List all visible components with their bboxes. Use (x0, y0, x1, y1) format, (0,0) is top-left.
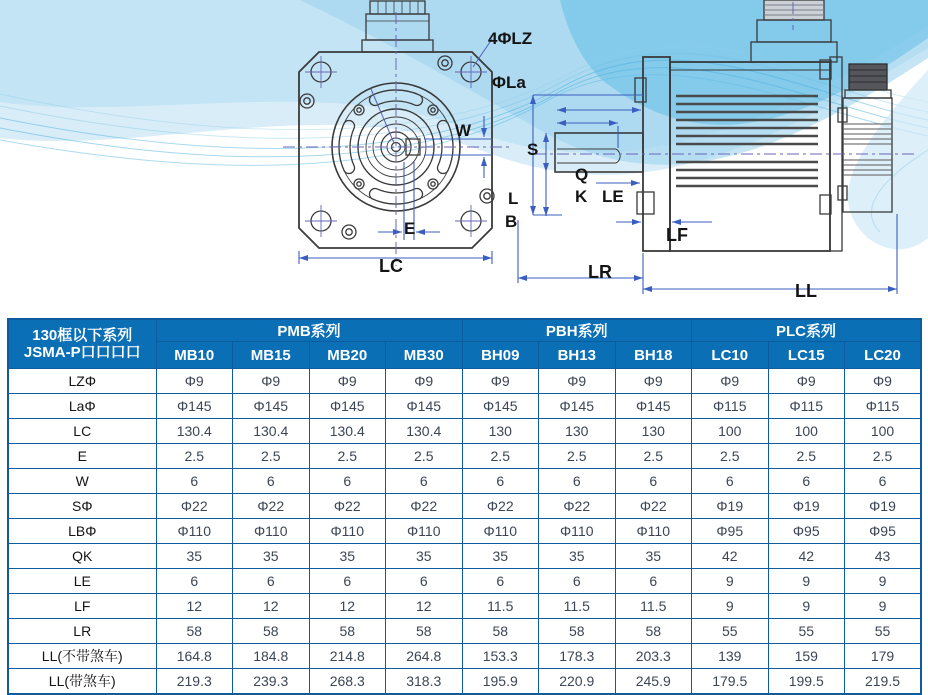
value-cell: 179 (845, 644, 922, 669)
value-cell: Φ110 (156, 519, 233, 544)
model-column-header: MB20 (309, 342, 386, 369)
value-cell: Φ145 (309, 394, 386, 419)
value-cell: Φ9 (309, 369, 386, 394)
value-cell: Φ9 (386, 369, 463, 394)
value-cell: 35 (156, 544, 233, 569)
row-label: LR (8, 619, 156, 644)
row-label: LaΦ (8, 394, 156, 419)
value-cell: 35 (309, 544, 386, 569)
value-cell: Φ22 (309, 494, 386, 519)
value-cell: 12 (386, 594, 463, 619)
table-row (8, 619, 921, 644)
row-label: LF (8, 594, 156, 619)
value-cell: 220.9 (539, 669, 616, 695)
value-cell: Φ9 (768, 369, 845, 394)
value-cell: 100 (845, 419, 922, 444)
value-cell: 58 (386, 619, 463, 644)
value-cell: 9 (692, 569, 769, 594)
value-cell: 2.5 (615, 444, 692, 469)
value-cell: 35 (233, 544, 310, 569)
value-cell: Φ9 (156, 369, 233, 394)
dim-label-ll: LL (795, 281, 817, 301)
technical-drawings (0, 0, 928, 316)
dim-label-k: K (575, 187, 588, 206)
value-cell: 35 (615, 544, 692, 569)
value-cell: 318.3 (386, 669, 463, 695)
model-column-header: BH09 (462, 342, 539, 369)
table-row (8, 419, 921, 444)
value-cell: 58 (156, 619, 233, 644)
table-row (8, 494, 921, 519)
value-cell: 55 (768, 619, 845, 644)
value-cell: 9 (768, 594, 845, 619)
row-label: SΦ (8, 494, 156, 519)
value-cell: 139 (692, 644, 769, 669)
value-cell: Φ22 (233, 494, 310, 519)
value-cell: 12 (233, 594, 310, 619)
model-column-header: BH13 (539, 342, 616, 369)
value-cell: 6 (386, 469, 463, 494)
value-cell: 6 (615, 469, 692, 494)
value-cell: Φ9 (845, 369, 922, 394)
model-column-header: MB10 (156, 342, 233, 369)
corner-header-line2: JSMA-P口口口口 (23, 344, 141, 361)
table-body (8, 369, 921, 695)
value-cell: 6 (768, 469, 845, 494)
value-cell: 130.4 (233, 419, 310, 444)
value-cell: Φ145 (156, 394, 233, 419)
value-cell: 178.3 (539, 644, 616, 669)
table-row (8, 394, 921, 419)
value-cell: 9 (692, 594, 769, 619)
value-cell: 6 (156, 569, 233, 594)
value-cell: Φ110 (539, 519, 616, 544)
dim-label-4phi-lz: 4ΦLZ (488, 29, 533, 48)
value-cell: Φ145 (462, 394, 539, 419)
value-cell: 219.3 (156, 669, 233, 695)
value-cell: 6 (539, 469, 616, 494)
corner-header-line1: 130框以下系列 (32, 327, 133, 344)
table-row (8, 469, 921, 494)
value-cell: 130 (539, 419, 616, 444)
value-cell: Φ110 (309, 519, 386, 544)
drawing-canvas (0, 0, 928, 316)
table-row (8, 669, 921, 695)
value-cell: Φ22 (539, 494, 616, 519)
row-label: LE (8, 569, 156, 594)
value-cell: Φ19 (768, 494, 845, 519)
table-header (8, 319, 921, 369)
model-column-header: MB30 (386, 342, 463, 369)
value-cell: 245.9 (615, 669, 692, 695)
value-cell: 2.5 (156, 444, 233, 469)
value-cell: 2.5 (845, 444, 922, 469)
value-cell: 2.5 (692, 444, 769, 469)
value-cell: 199.5 (768, 669, 845, 695)
value-cell: 6 (462, 569, 539, 594)
row-label: W (8, 469, 156, 494)
value-cell: 6 (845, 469, 922, 494)
dim-label-q: Q (575, 165, 589, 184)
model-column-header: LC20 (845, 342, 922, 369)
value-cell: 9 (768, 569, 845, 594)
value-cell: Φ115 (768, 394, 845, 419)
model-column-header: BH18 (615, 342, 692, 369)
row-label: LL(带煞车) (8, 669, 156, 695)
value-cell: 9 (845, 594, 922, 619)
dim-label-lc: LC (379, 256, 403, 276)
value-cell: 184.8 (233, 644, 310, 669)
value-cell: Φ145 (386, 394, 463, 419)
dim-label-lr: LR (588, 262, 612, 282)
value-cell: 2.5 (539, 444, 616, 469)
value-cell: 55 (845, 619, 922, 644)
model-column-header: LC15 (768, 342, 845, 369)
value-cell: 6 (233, 569, 310, 594)
value-cell: 6 (462, 469, 539, 494)
value-cell: 153.3 (462, 644, 539, 669)
value-cell: 12 (309, 594, 386, 619)
dim-label-w: W (455, 121, 472, 140)
value-cell: 2.5 (768, 444, 845, 469)
table-row (8, 544, 921, 569)
value-cell: Φ95 (845, 519, 922, 544)
value-cell: 130.4 (156, 419, 233, 444)
value-cell: 159 (768, 644, 845, 669)
value-cell: 214.8 (309, 644, 386, 669)
row-label: LC (8, 419, 156, 444)
value-cell: 6 (309, 469, 386, 494)
value-cell: 6 (156, 469, 233, 494)
value-cell: Φ9 (539, 369, 616, 394)
value-cell: 268.3 (309, 669, 386, 695)
value-cell: Φ110 (386, 519, 463, 544)
value-cell: 58 (233, 619, 310, 644)
table-row (8, 369, 921, 394)
model-column-header: MB15 (233, 342, 310, 369)
series-group-header: PMB系列 (156, 319, 462, 342)
value-cell: 42 (768, 544, 845, 569)
dim-label-phi-la: ΦLa (492, 73, 526, 92)
value-cell: 55 (692, 619, 769, 644)
value-cell: 203.3 (615, 644, 692, 669)
value-cell: 11.5 (539, 594, 616, 619)
value-cell: Φ9 (692, 369, 769, 394)
value-cell: 58 (539, 619, 616, 644)
value-cell: 58 (615, 619, 692, 644)
value-cell: 6 (309, 569, 386, 594)
value-cell: Φ19 (692, 494, 769, 519)
value-cell: 11.5 (615, 594, 692, 619)
value-cell: Φ9 (233, 369, 310, 394)
dim-label-b: B (505, 212, 518, 231)
value-cell: 164.8 (156, 644, 233, 669)
value-cell: Φ22 (386, 494, 463, 519)
row-label: LZΦ (8, 369, 156, 394)
value-cell: 6 (386, 569, 463, 594)
value-cell: Φ9 (615, 369, 692, 394)
value-cell: 6 (539, 569, 616, 594)
value-cell: 195.9 (462, 669, 539, 695)
table-row (8, 594, 921, 619)
value-cell: 239.3 (233, 669, 310, 695)
value-cell: Φ115 (692, 394, 769, 419)
value-cell: Φ115 (845, 394, 922, 419)
value-cell: Φ145 (233, 394, 310, 419)
value-cell: 35 (462, 544, 539, 569)
value-cell: 6 (692, 469, 769, 494)
value-cell: Φ95 (692, 519, 769, 544)
value-cell: Φ22 (615, 494, 692, 519)
row-label: LBΦ (8, 519, 156, 544)
value-cell: Φ145 (615, 394, 692, 419)
table-row (8, 444, 921, 469)
value-cell: 11.5 (462, 594, 539, 619)
value-cell: 35 (386, 544, 463, 569)
value-cell: 179.5 (692, 669, 769, 695)
row-label: LL(不带煞车) (8, 644, 156, 669)
value-cell: Φ110 (233, 519, 310, 544)
value-cell: 2.5 (386, 444, 463, 469)
value-cell: 12 (156, 594, 233, 619)
value-cell: 6 (615, 569, 692, 594)
value-cell: 2.5 (233, 444, 310, 469)
value-cell: 2.5 (309, 444, 386, 469)
value-cell: Φ110 (462, 519, 539, 544)
value-cell: 43 (845, 544, 922, 569)
series-group-header: PBH系列 (462, 319, 692, 342)
value-cell: Φ9 (462, 369, 539, 394)
value-cell: 9 (845, 569, 922, 594)
value-cell: 100 (692, 419, 769, 444)
table-row (8, 644, 921, 669)
value-cell: 58 (309, 619, 386, 644)
value-cell: 2.5 (462, 444, 539, 469)
row-label: E (8, 444, 156, 469)
value-cell: 130 (462, 419, 539, 444)
dim-label-l: L (508, 189, 519, 208)
value-cell: 264.8 (386, 644, 463, 669)
value-cell: 130 (615, 419, 692, 444)
value-cell: Φ95 (768, 519, 845, 544)
value-cell: 42 (692, 544, 769, 569)
value-cell: 219.5 (845, 669, 922, 695)
dim-label-le: LE (602, 187, 624, 206)
value-cell: Φ22 (462, 494, 539, 519)
dimension-table (7, 318, 922, 695)
value-cell: 100 (768, 419, 845, 444)
row-label: QK (8, 544, 156, 569)
dimension-table-wrap (7, 318, 922, 695)
value-cell: 58 (462, 619, 539, 644)
series-group-header: PLC系列 (692, 319, 922, 342)
table-row (8, 519, 921, 544)
value-cell: 35 (539, 544, 616, 569)
dim-label-s: S (527, 140, 539, 159)
model-column-header: LC10 (692, 342, 769, 369)
value-cell: Φ145 (539, 394, 616, 419)
table-row (8, 569, 921, 594)
value-cell: 130.4 (309, 419, 386, 444)
dim-label-lf: LF (666, 225, 688, 245)
value-cell: 130.4 (386, 419, 463, 444)
value-cell: 6 (233, 469, 310, 494)
dim-label-e: E (404, 219, 416, 238)
value-cell: Φ22 (156, 494, 233, 519)
table-corner-header (8, 319, 156, 369)
value-cell: Φ19 (845, 494, 922, 519)
value-cell: Φ110 (615, 519, 692, 544)
